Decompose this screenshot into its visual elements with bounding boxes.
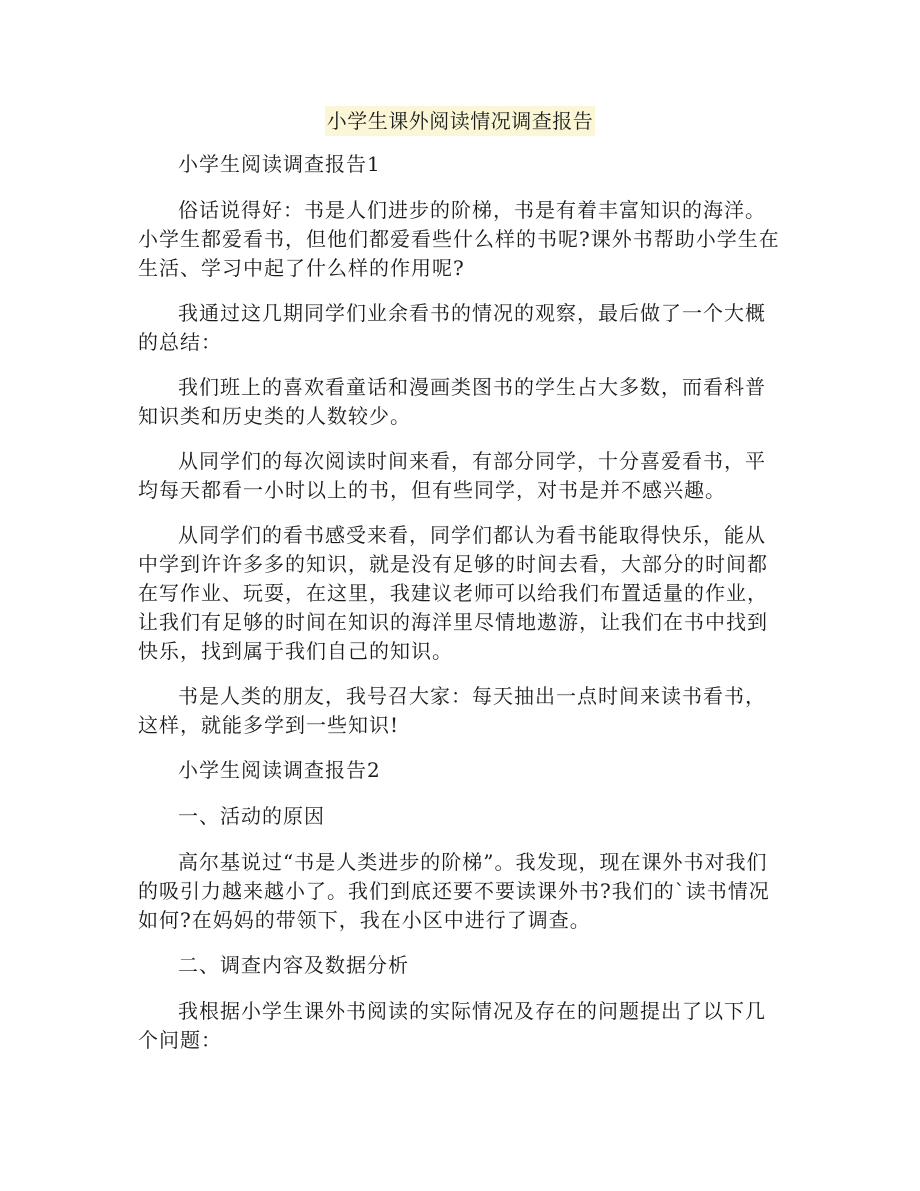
paragraph-4: 从同学们的每次阅读时间来看，有部分同学，十分喜爱看书，平均每天都看一小时以上的书，但有些同学，对书是并不感兴趣。 bbox=[138, 449, 766, 502]
paragraph-5: 从同学们的看书感受来看，同学们都认为看书能取得快乐，能从中学到许许多多的知识，就是没有足够的时间去看，大部分的时间都在写作业、玩耍，在这里，我建议老师可以给我们布置适量的作业，让我们有足够的时间在知识的海洋里尽情地遨游，让我们在书中找到快乐，找到属于我们自己的知识。 bbox=[138, 523, 768, 663]
paragraph-1: 俗话说得好：书是人们进步的阶梯，书是有着丰富知识的海洋。小学生都爱看书，但他们都爱看些什么样的书呢?课外书帮助小学生在生活、学习中起了什么样的作用呢? bbox=[138, 198, 780, 280]
section-heading-reason: 一、活动的原因 bbox=[178, 804, 325, 828]
section-heading-content: 二、调查内容及数据分析 bbox=[178, 953, 409, 977]
paragraph-8: 我根据小学生课外书阅读的实际情况及存在的问题提出了以下几个问题： bbox=[138, 999, 766, 1052]
document-title: 小学生课外阅读情况调查报告 bbox=[325, 106, 596, 136]
document-body bbox=[138, 150, 784, 1071]
title-container bbox=[0, 106, 920, 136]
report2-heading: 小学生阅读调查报告2 bbox=[178, 758, 381, 782]
paragraph-2: 我通过这几期同学们业余看书的情况的观察，最后做了一个大概的总结： bbox=[138, 301, 766, 354]
paragraph-7: 高尔基说过“书是人类进步的阶梯”。我发现，现在课外书对我们的吸引力越来越小了。我们到底还要不要读课外书?我们的`读书情况如何?在妈妈的带领下，我在小区中进行了调查。 bbox=[138, 850, 770, 932]
paragraph-6: 书是人类的朋友，我号召大家：每天抽出一点时间来读书看书，这样，就能多学到一些知识! bbox=[138, 684, 766, 737]
report1-heading: 小学生阅读调查报告1 bbox=[178, 152, 381, 176]
paragraph-3: 我们班上的喜欢看童话和漫画类图书的学生占大多数，而看科普知识类和历史类的人数较少。 bbox=[138, 375, 766, 428]
